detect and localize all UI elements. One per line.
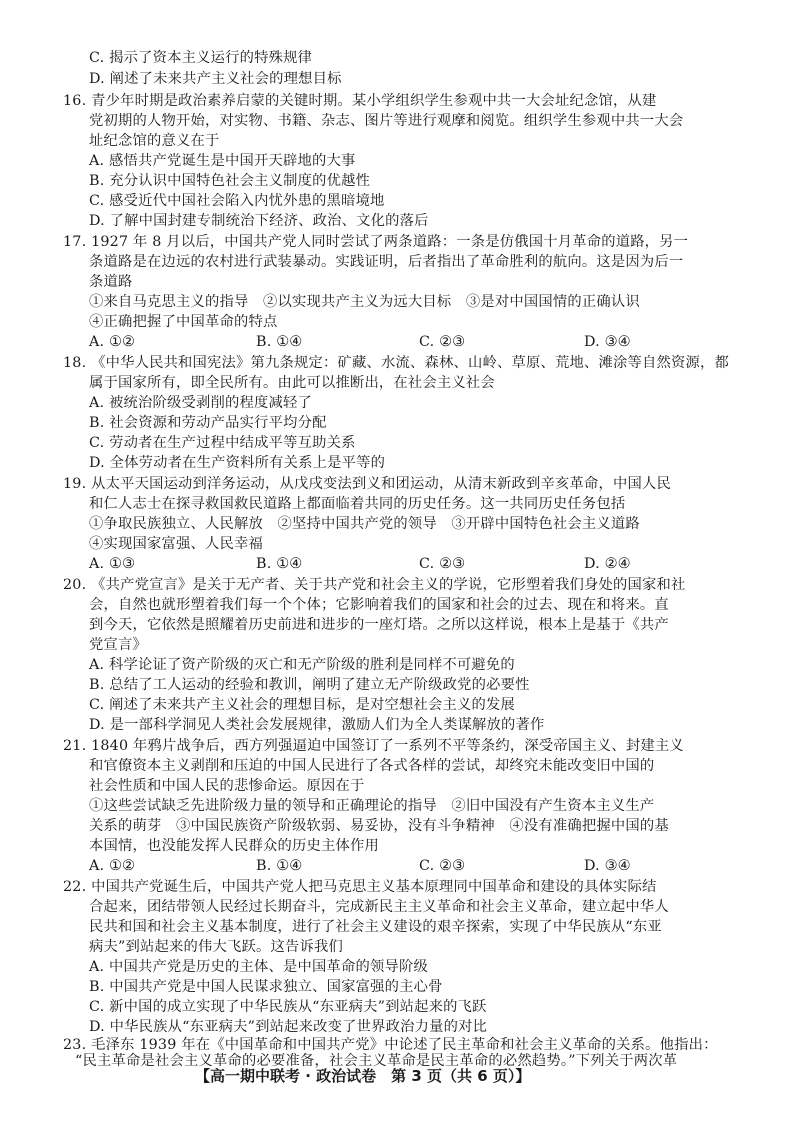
q20-stem-line-4: 党宣言》 xyxy=(89,637,147,653)
q16-option-a: A. 感悟共产党诞生是中国开天辟地的大事 xyxy=(89,153,356,169)
q21-choice-a: A. ①② xyxy=(89,858,136,874)
q23-stem-line-2: “民主革命是社会主义革命的必要准备，社会主义革命是民主革命的必然趋势。”下列关于两次革 xyxy=(75,1053,678,1069)
q21-choice-b: B. ①④ xyxy=(256,858,303,874)
q22-option-d: D. 中华民族从“东亚病夫”到站起来改变了世界政治力量的对比 xyxy=(89,1019,488,1035)
q19-statements-1: ①争取民族独立、人民解放 ②坚持中国共产党的领导 ③开辟中国特色社会主义道路 xyxy=(89,516,640,532)
q17-choice-b: B. ①④ xyxy=(256,334,303,350)
q16-stem-line-1: 16. 青少年时期是政治素养启蒙的关键时期。某小学组织学生参观中共一大会址纪念馆，从建 xyxy=(63,93,657,109)
q16-option-b: B. 充分认识中国特色社会主义制度的优越性 xyxy=(89,173,371,189)
q17-statements-2: ④正确把握了中国革命的特点 xyxy=(89,314,278,330)
q17-stem-line-3: 条道路 xyxy=(89,274,133,290)
q22-stem-line-4: 病夫”到站起来的伟大飞跃。这告诉我们 xyxy=(89,939,343,955)
q17-stem-line-1: 17. 1927 年 8 月以后，中国共产党人同时尝试了两条道路：一条是仿俄国十月革命的道路，另一 xyxy=(63,234,689,250)
q18-option-b: B. 社会资源和劳动产品实行平均分配 xyxy=(89,415,327,431)
q17-choice-d: D. ③④ xyxy=(584,334,631,350)
q19-choice-b: B. ①④ xyxy=(256,556,303,572)
q19-statements-2: ④实现国家富强、人民幸福 xyxy=(89,536,263,552)
q21-choice-d: D. ③④ xyxy=(584,858,631,874)
q17-choice-c: C. ②③ xyxy=(419,334,466,350)
q17-statements-1: ①来自马克思主义的指导 ②以实现共产主义为远大目标 ③是对中国国情的正确认识 xyxy=(89,294,640,310)
q15-option-d: D. 阐述了未来共产主义社会的理想目标 xyxy=(89,71,342,87)
q22-stem-line-1: 22. 中国共产党诞生后，中国共产党人把马克思主义基本原理同中国革命和建设的具体实际结 xyxy=(63,879,657,895)
q19-choice-a: A. ①③ xyxy=(89,556,136,572)
q15-option-c: C. 揭示了资本主义运行的特殊规律 xyxy=(89,50,313,66)
q16-stem-line-2: 党初期的人物开始，对实物、书籍、杂志、图片等进行观摩和阅览。组织学生参观中共一大会 xyxy=(89,113,684,129)
q19-stem-line-2: 和仁人志士在探寻救国救民道路上都面临着共同的历史任务。这一共同历史任务包括 xyxy=(89,496,626,512)
q19-choice-d: D. ②④ xyxy=(584,556,631,572)
q19-choice-c: C. ②③ xyxy=(419,556,466,572)
q22-option-b: B. 中国共产党是中国人民谋求独立、国家富强的主心骨 xyxy=(89,979,443,995)
q18-stem-line-1: 18. 《中华人民共和国宪法》第九条规定：矿藏、水流、森林、山岭、草原、荒地、滩涂等自然资源，都 xyxy=(63,355,729,371)
q21-stem-line-3: 社会性质和中国人民的悲惨命运。原因在于 xyxy=(89,778,365,794)
q22-stem-line-2: 合起来，团结带领人民经过长期奋斗，完成新民主主义革命和社会主义革命，建立起中华人 xyxy=(89,899,669,915)
q21-statements-3: 本国情，也没能发挥人民群众的历史主体作用 xyxy=(89,838,379,854)
q21-choice-c: C. ②③ xyxy=(419,858,466,874)
page-footer: 【高一期中联考 · 政治试卷 第 3 页（共 6 页）】 xyxy=(195,1067,531,1085)
q22-option-a: A. 中国共产党是历史的主体、是中国革命的领导阶级 xyxy=(89,959,428,975)
q16-stem-line-3: 址纪念馆的意义在于 xyxy=(89,133,220,149)
q20-stem-line-3: 到今天，它依然是照耀着历史前进和进步的一座灯塔。之所以这样说，根本上是基于《共产 xyxy=(89,617,669,633)
q21-stem-line-2: 和官僚资本主义剥削和压迫的中国人民进行了各式各样的尝试，却终究未能改变旧中国的 xyxy=(89,758,655,774)
q19-stem-line-1: 19. 从太平天国运动到洋务运动，从戊戌变法到义和团运动，从清末新政到辛亥革命，中国人民 xyxy=(63,476,671,492)
q18-stem-line-2: 属于国家所有，即全民所有。由此可以推断出，在社会主义社会 xyxy=(89,375,495,391)
q22-stem-line-3: 民共和国和社会主义基本制度，进行了社会主义建设的艰辛探索，实现了中华民族从“东亚 xyxy=(89,919,662,935)
q18-option-d: D. 全体劳动者在生产资料所有关系上是平等的 xyxy=(89,455,386,471)
q20-option-c: C. 阐述了未来共产主义社会的理想目标，是对空想社会主义的发展 xyxy=(89,697,516,713)
q21-statements-1: ①这些尝试缺乏先进阶级力量的领导和正确理论的指导 ②旧中国没有产生资本主义生产 xyxy=(89,798,655,814)
q16-option-c: C. 感受近代中国社会陷入内忧外患的黑暗境地 xyxy=(89,193,385,209)
q20-option-b: B. 总结了工人运动的经验和教训，阐明了建立无产阶级政党的必要性 xyxy=(89,677,530,693)
q17-choice-a: A. ①② xyxy=(89,334,136,350)
q16-option-d: D. 了解中国封建专制统治下经济、政治、文化的落后 xyxy=(89,213,429,229)
q21-stem-line-1: 21. 1840 年鸦片战争后，西方列强逼迫中国签订了一系列不平等条约，深受帝国主义、封建主义 xyxy=(63,738,684,754)
q20-stem-line-2: 会，自然也就形塑着我们每一个个体；它影响着我们的国家和社会的过去、现在和将来。直 xyxy=(89,597,669,613)
q20-option-a: A. 科学论证了资产阶级的灭亡和无产阶级的胜利是同样不可避免的 xyxy=(89,657,515,673)
q20-option-d: D. 是一部科学洞见人类社会发展规律，激励人们为全人类谋解放的著作 xyxy=(89,717,545,733)
q18-option-a: A. 被统治阶级受剥削的程度减轻了 xyxy=(89,395,312,411)
q21-statements-2: 关系的萌芽 ③中国民族资产阶级软弱、易妥协，没有斗争精神 ④没有准确把握中国的基 xyxy=(89,818,669,834)
q18-option-c: C. 劳动者在生产过程中结成平等互助关系 xyxy=(89,435,356,451)
q23-stem-line-1: 23. 毛泽东 1939 年在《中国革命和中国共产党》中论述了民主革命和社会主义革命的关系。他指出： xyxy=(63,1037,718,1053)
q17-stem-line-2: 条道路是在边远的农村进行武装暴动。实践证明，后者指出了革命胜利的航向。这是因为后一 xyxy=(89,254,684,270)
q20-stem-line-1: 20. 《共产党宣言》是关于无产者、关于共产党和社会主义的学说，它形塑着我们身处的国家和社 xyxy=(63,577,686,593)
q22-option-c: C. 新中国的成立实现了中华民族从“东亚病夫”到站起来的飞跃 xyxy=(89,999,487,1015)
